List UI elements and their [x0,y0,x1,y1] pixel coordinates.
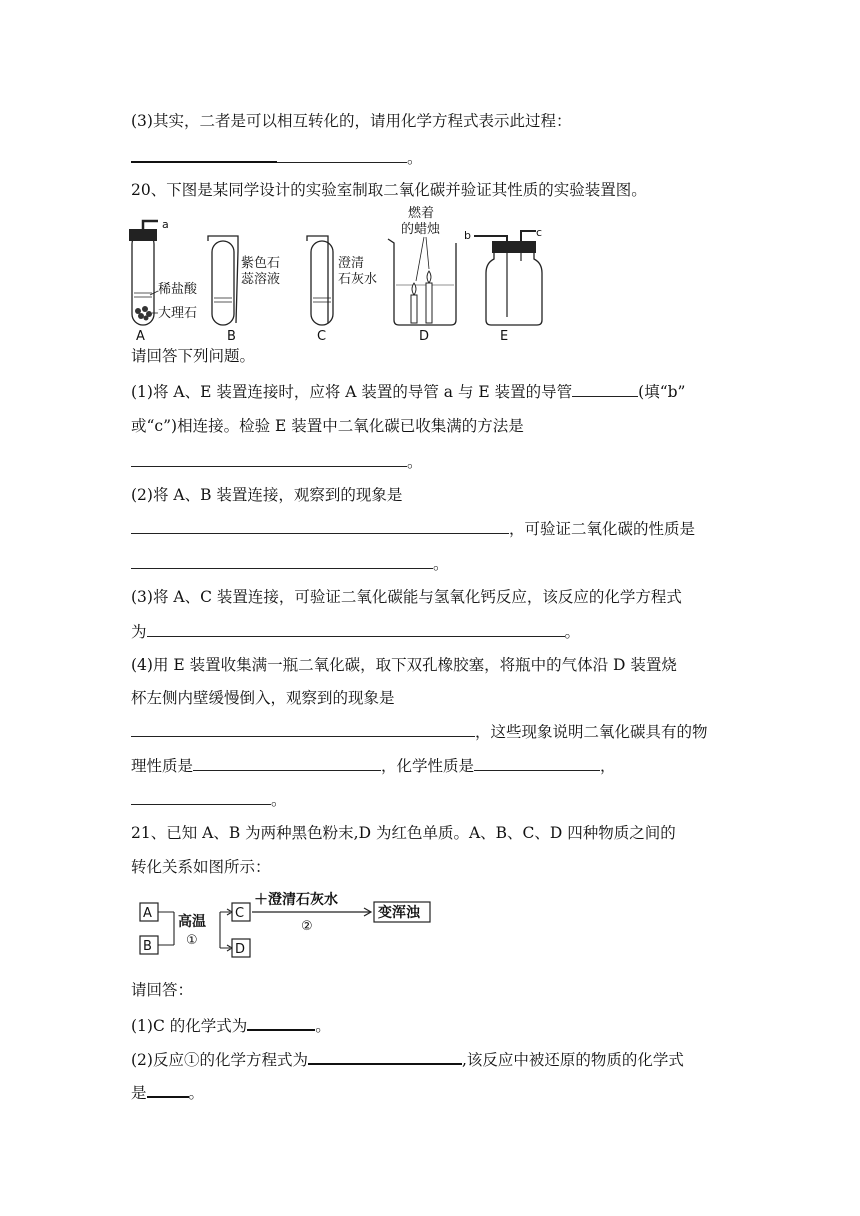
label-e: E [500,329,509,344]
candle-label-1: 燃着 [408,206,435,221]
answer-blank[interactable] [147,621,565,637]
q21-prompt: 请回答： [131,981,194,999]
reagent-label: ＋澄清石灰水 [254,892,338,908]
litmus-label-1: 紫色石 [241,256,281,271]
q20-part4-line4: 理性质是 ，化学性质是 ， [131,757,616,775]
apparatus-e [464,226,542,344]
q20-part4-line3: ，这些现象说明二氧化碳具有的物 [131,721,708,742]
answer-blank[interactable] [193,755,381,771]
answer-blank[interactable] [147,1081,189,1098]
answer-blank[interactable] [308,1048,462,1065]
q20-part4-line1: (4)用 E 装置收集满一瓶二氧化碳，取下双孔橡胶塞，将瓶中的气体沿 D 装置烧 [131,656,677,674]
answer-blank[interactable] [247,1014,315,1031]
q20-part2-line1: (2)将 A、B 装置连接，观察到的现象是 [131,486,403,504]
answer-blank[interactable] [131,789,271,805]
candle-label-2: 的蜡烛 [401,222,441,237]
condition-label: 高温 [178,914,206,930]
pipe-c-label: c [536,226,543,239]
q20-part4-line2: 杯左侧内壁缓慢倒入，观察到的现象是 [131,689,395,707]
q21-part1: (1)C 的化学式为 。 [131,1014,331,1036]
step1-label: ① [186,933,198,948]
limewater-label-1: 澄清 [338,256,365,271]
q20-prompt: 请回答下列问题。 [131,347,256,365]
q20-part3-line2: 为 。 [131,623,581,641]
label-a: A [136,329,145,344]
answer-blank[interactable] [277,147,407,163]
answer-blank[interactable] [474,755,600,771]
pipe-b-label: b [464,229,471,242]
box-d-label: D [235,942,246,957]
box-a-label: A [143,906,152,921]
marble-label: 大理石 [158,306,198,321]
answer-blank[interactable] [131,146,277,163]
q19-part3-text: (3)其实，二者是可以相互转化的，请用化学方程式表示此过程： [131,112,572,130]
apparatus-d [388,206,456,344]
answer-blank[interactable] [572,381,638,397]
q20-part1-line2: 或“c”)相连接。检验 E 装置中二氧化碳已收集满的方法是 [131,417,524,435]
q20-part4-line5: 。 [131,789,287,810]
q20-part2-line2: ，可验证二氧化碳的性质是 [131,518,695,539]
q19-part3-answer-line: 。 [131,146,423,168]
apparatus-figure [124,203,554,345]
q20-part1-line1: (1)将 A、E 装置连接时，应将 A 装置的导管 a 与 E 装置的导管 (填“b” [131,383,686,401]
q21-part2-line2: 是 。 [131,1081,204,1103]
acid-label: 稀盐酸 [158,282,198,297]
q21-stem-line1: 21、已知 A、B 为两种黑色粉末,D 为红色单质。A、B、C、D 四种物质之间的 [131,824,676,842]
label-b: B [227,329,236,344]
apparatus-a [129,218,198,344]
box-c-label: C [235,906,245,921]
q21-stem-line2: 转化关系如图所示： [131,858,271,876]
answer-blank[interactable] [131,553,433,569]
box-b-label: B [143,939,152,954]
answer-blank[interactable] [131,451,407,467]
q21-part2-line1: (2)反应①的化学方程式为 ,该反应中被还原的物质的化学式 [131,1048,684,1070]
answer-blank[interactable] [131,721,475,737]
q20-part1-line3: 。 [131,451,423,472]
litmus-label-2: 蕊溶液 [241,272,281,287]
q20-stem: 20、下图是某同学设计的实验室制取二氧化碳并验证其性质的实验装置图。 [131,181,647,199]
step2-label: ② [301,919,313,934]
label-c: C [317,329,327,344]
label-d: D [419,329,430,344]
pipe-a-label: a [162,218,169,231]
q20-part3-line1: (3)将 A、C 装置连接，可验证二氧化碳能与氢氧化钙反应，该反应的化学方程式 [131,588,682,606]
limewater-label-2: 石灰水 [338,272,378,287]
conversion-diagram [138,890,438,962]
result-label: 变浑浊 [378,905,420,921]
apparatus-b [208,236,280,344]
apparatus-c [307,236,377,344]
q20-part2-line3: 。 [131,553,449,574]
answer-blank[interactable] [131,518,509,534]
